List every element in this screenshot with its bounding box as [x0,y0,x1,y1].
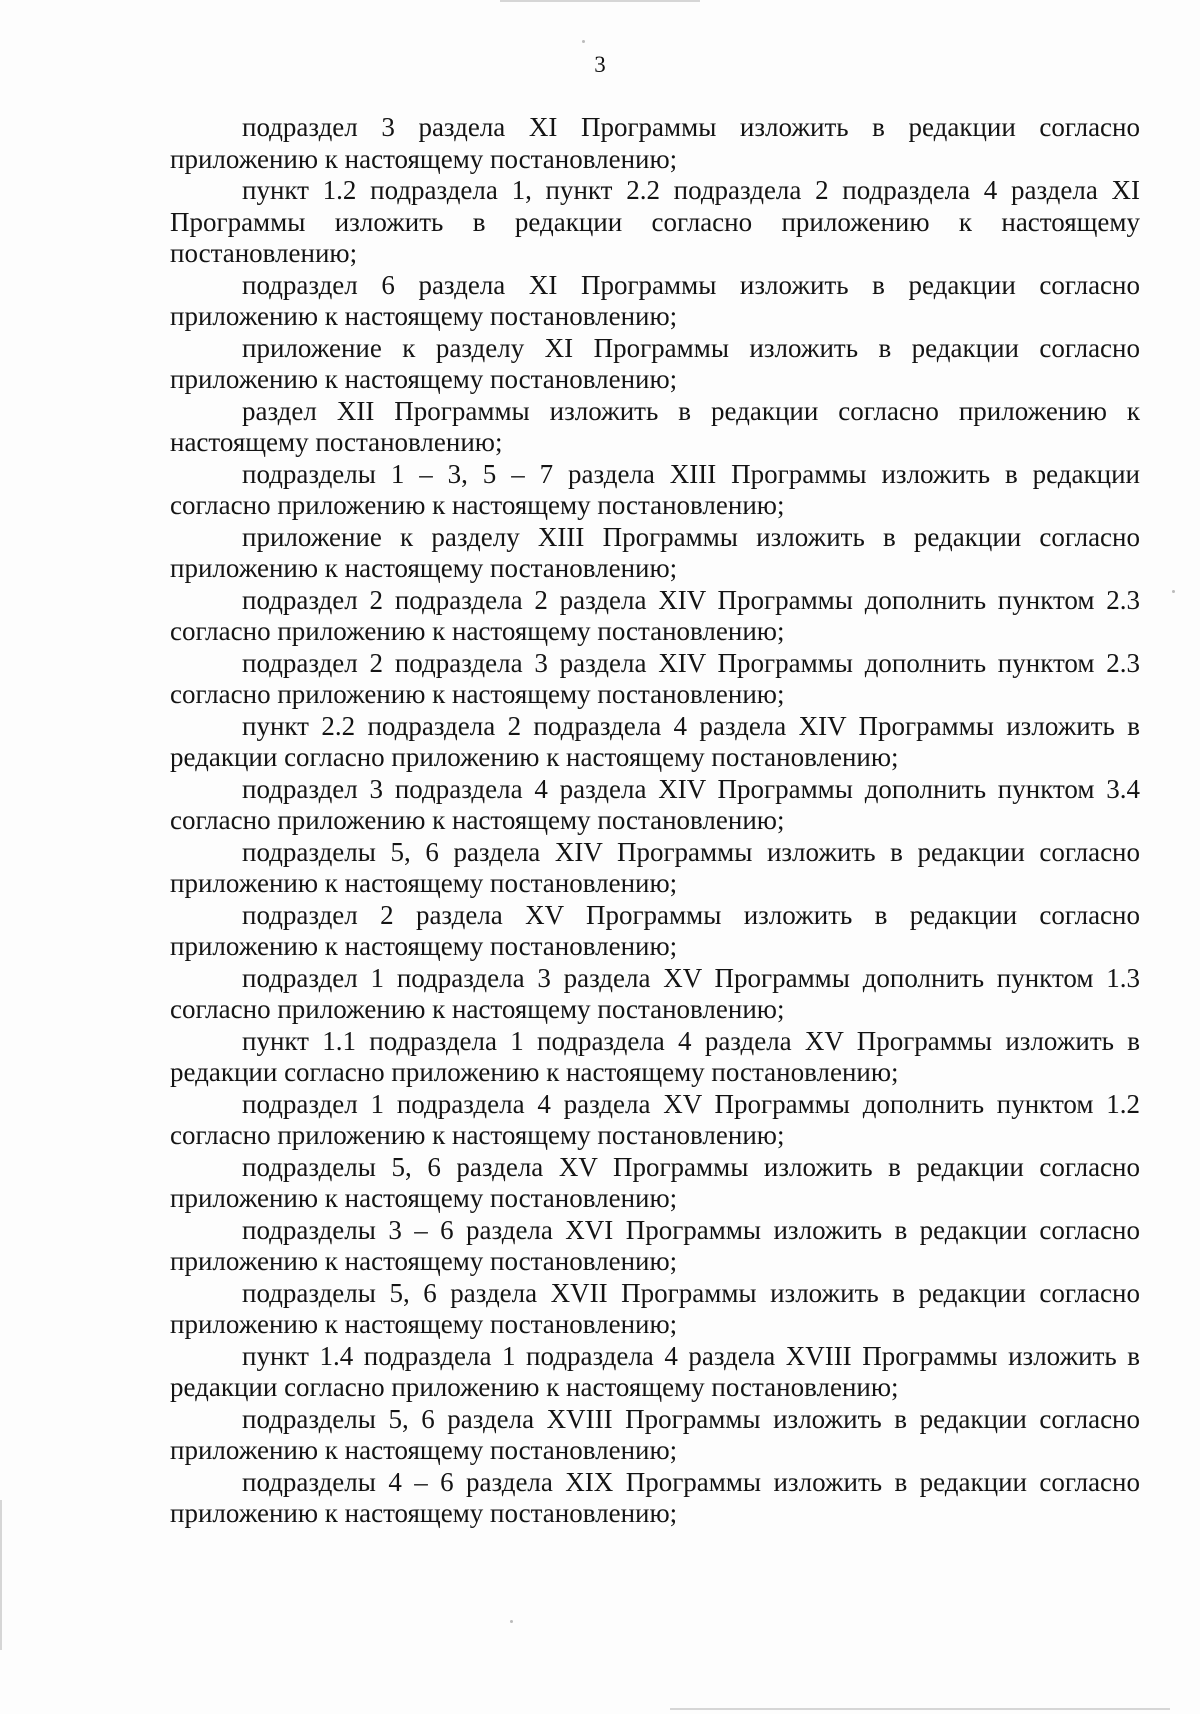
scan-speck [582,40,585,43]
paragraph-16: подраздел 1 подраздела 4 раздела XV Программы дополнить пунктом 1.2 согласно приложению к настоящему постановлению; [170,1088,1140,1150]
paragraph-12: подразделы 5, 6 раздела XIV Программы изложить в редакции согласно приложению к настоящему постановлению; [170,836,1140,898]
scan-edge-mark [670,1708,1170,1710]
paragraph-10: пункт 2.2 подраздела 2 подраздела 4 раздела XIV Программы изложить в редакции согласно приложению к настоящему постановлению; [170,710,1140,772]
paragraph-11: подраздел 3 подраздела 4 раздела XIV Программы дополнить пунктом 3.4 согласно приложению к настоящему постановлению; [170,773,1140,835]
paragraph-17: подразделы 5, 6 раздела XV Программы изложить в редакции согласно приложению к настоящему постановлению; [170,1151,1140,1213]
paragraph-8: подраздел 2 подраздела 2 раздела XIV Программы дополнить пунктом 2.3 согласно приложению к настоящему постановлению; [170,584,1140,646]
paragraph-15: пункт 1.1 подраздела 1 подраздела 4 раздела XV Программы изложить в редакции согласно приложению к настоящему постановлению; [170,1025,1140,1087]
scan-edge-mark [0,1500,2,1650]
scan-edge-mark [500,0,700,2]
scan-speck [510,1620,513,1623]
paragraph-6: подразделы 1 – 3, 5 – 7 раздела XIII Программы изложить в редакции согласно приложению к настоящему постановлению; [170,458,1140,520]
paragraph-7: приложение к разделу XIII Программы изложить в редакции согласно приложению к настоящему постановлению; [170,521,1140,583]
paragraph-22: подразделы 4 – 6 раздела XIX Программы изложить в редакции согласно приложению к настоящему постановлению; [170,1466,1140,1528]
paragraph-14: подраздел 1 подраздела 3 раздела XV Программы дополнить пунктом 1.3 согласно приложению к настоящему постановлению; [170,962,1140,1024]
paragraph-19: подразделы 5, 6 раздела XVII Программы изложить в редакции согласно приложению к настоящему постановлению; [170,1277,1140,1339]
paragraph-1: подраздел 3 раздела XI Программы изложить в редакции согласно приложению к настоящему постановлению; [170,112,1140,174]
paragraph-3: подраздел 6 раздела XI Программы изложить в редакции согласно приложению к настоящему постановлению; [170,269,1140,331]
paragraph-13: подраздел 2 раздела XV Программы изложить в редакции согласно приложению к настоящему постановлению; [170,899,1140,961]
paragraph-9: подраздел 2 подраздела 3 раздела XIV Программы дополнить пунктом 2.3 согласно приложению к настоящему постановлению; [170,647,1140,709]
paragraph-21: подразделы 5, 6 раздела XVIII Программы изложить в редакции согласно приложению к настоящему постановлению; [170,1403,1140,1465]
document-body [170,112,1140,1530]
paragraph-18: подразделы 3 – 6 раздела XVI Программы изложить в редакции согласно приложению к настоящему постановлению; [170,1214,1140,1276]
scan-speck [1172,590,1175,593]
page-number: 3 [594,52,606,77]
paragraph-5: раздел XII Программы изложить в редакции согласно приложению к настоящему постановлению; [170,395,1140,457]
paragraph-2: пункт 1.2 подраздела 1, пункт 2.2 подраздела 2 подраздела 4 раздела XI Программы изложить в редакции согласно приложению к настоящему постановлению; [170,175,1140,268]
paragraph-20: пункт 1.4 подраздела 1 подраздела 4 раздела XVIII Программы изложить в редакции согласно приложению к настоящему постановлению; [170,1340,1140,1402]
paragraph-4: приложение к разделу XI Программы изложить в редакции согласно приложению к настоящему постановлению; [170,332,1140,394]
